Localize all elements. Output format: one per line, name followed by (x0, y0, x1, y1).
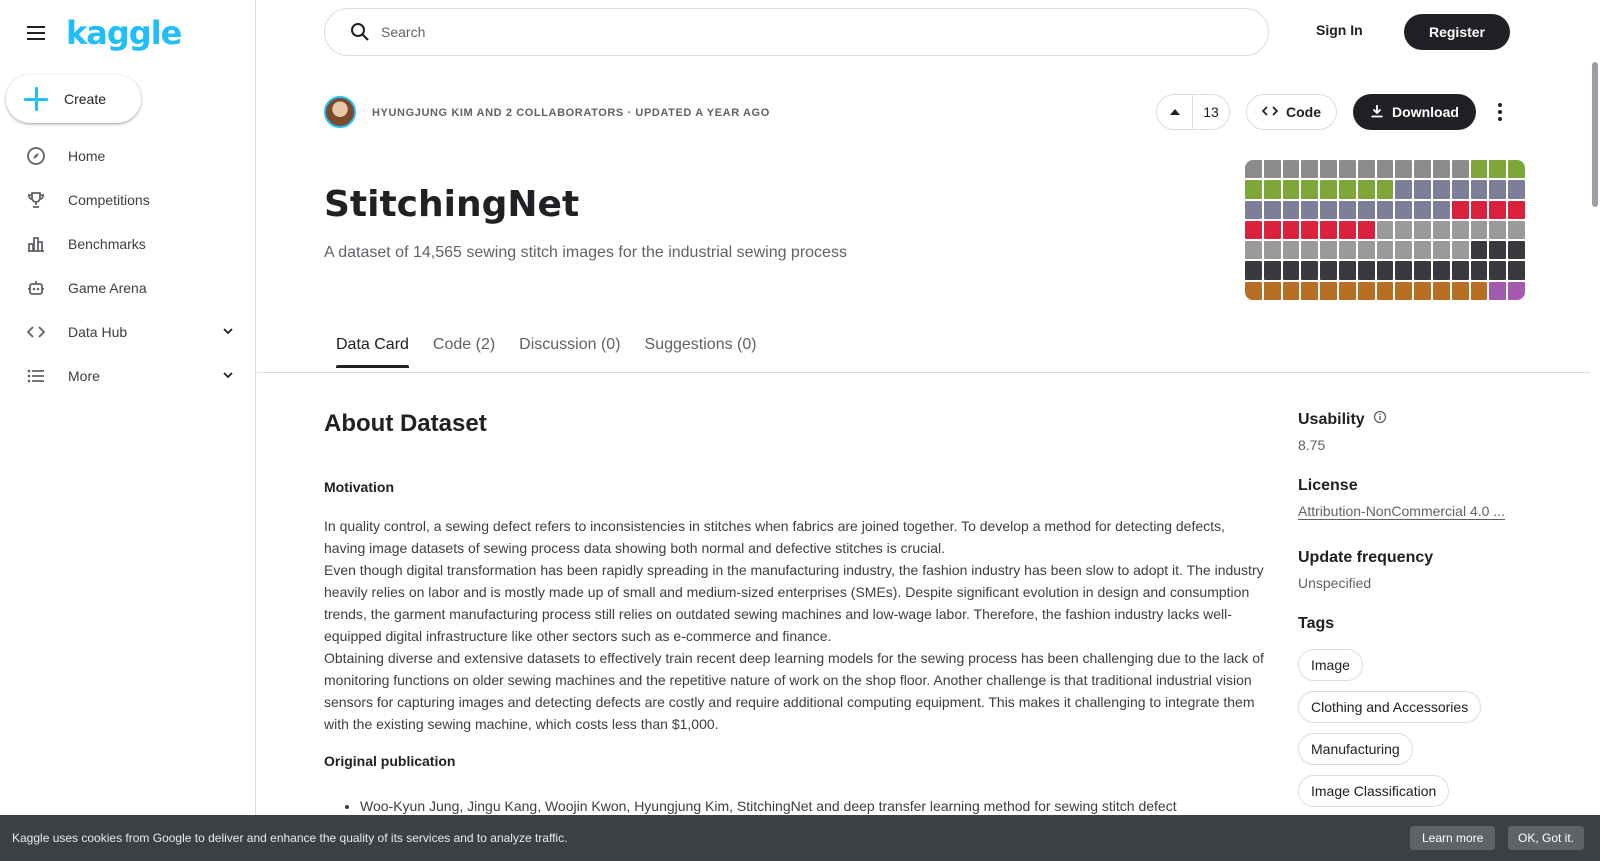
scrollbar[interactable] (1592, 62, 1598, 207)
license-label: License (1298, 477, 1358, 494)
thumbnail-tile (1452, 282, 1469, 300)
thumbnail-tile (1301, 241, 1318, 259)
chevron-down-icon[interactable] (221, 368, 235, 387)
list-icon (26, 366, 46, 386)
thumbnail-tile (1471, 261, 1488, 279)
robot-icon (26, 278, 46, 298)
motivation-heading: Motivation (324, 479, 394, 495)
thumbnail-tile (1358, 180, 1375, 198)
thumbnail-tile (1358, 221, 1375, 239)
thumbnail-tile (1377, 221, 1394, 239)
thumbnail-tile (1433, 221, 1450, 239)
thumbnail-tile (1508, 160, 1525, 178)
sidebar-nav (0, 134, 255, 398)
publication-list (340, 798, 1260, 814)
thumbnail-tile (1339, 160, 1356, 178)
thumbnail-tile (1452, 160, 1469, 178)
thumbnail-tile (1395, 201, 1412, 219)
sidebar-item-data-hub[interactable] (0, 310, 255, 354)
description-paragraph: In quality control, a sewing defect refers to inconsistencies in stitches when fabrics are joined together. To develop a method for detecting defects, having image datasets of sewing process data showing both normal and defective stitches is crucial. (324, 518, 1225, 556)
thumbnail-tile (1245, 201, 1262, 219)
search-input[interactable] (381, 24, 1221, 40)
thumbnail-tile (1433, 282, 1450, 300)
hamburger-menu-icon[interactable] (24, 21, 48, 45)
create-button[interactable] (6, 75, 141, 123)
dataset-description (324, 515, 1264, 735)
thumbnail-tile (1264, 282, 1281, 300)
usability-label: Usability (1298, 410, 1365, 428)
thumbnail-tile (1395, 261, 1412, 279)
thumbnail-tile (1320, 241, 1337, 259)
info-icon[interactable] (1373, 410, 1387, 429)
thumbnail-tile (1320, 221, 1337, 239)
thumbnail-tile (1433, 180, 1450, 198)
thumbnail-tile (1452, 201, 1469, 219)
thumbnail-tile (1264, 180, 1281, 198)
thumbnail-tile (1471, 201, 1488, 219)
sidebar (0, 0, 256, 861)
thumbnail-tile (1452, 180, 1469, 198)
thumbnail-tile (1508, 201, 1525, 219)
description-paragraph: Obtaining diverse and extensive datasets to effectively train recent deep learning models for the sewing process has been challenging due to the lack of monitoring functions on older sewing machines and the repetitive nature of work on the shop floor. Another challenge is that traditional industrial vision sensors for capturing images and detecting defects are costly and require additional computing equipment. This makes it challenging to integrate them with the existing sewing machine, which costs less than $1,000. (324, 650, 1264, 732)
thumbnail-tile (1358, 241, 1375, 259)
thumbnail-tile (1395, 180, 1412, 198)
thumbnail-tile (1320, 160, 1337, 178)
thumbnail-tile (1339, 282, 1356, 300)
thumbnail-tile (1395, 160, 1412, 178)
thumbnail-tile (1245, 261, 1262, 279)
avatar[interactable] (324, 96, 356, 128)
thumbnail-tile (1471, 221, 1488, 239)
thumbnail-tile (1283, 221, 1300, 239)
search-icon (349, 21, 371, 43)
thumbnail-tile (1245, 160, 1262, 178)
download-icon (1370, 104, 1384, 121)
sidebar-header (24, 14, 182, 52)
publication-heading: Original publication (324, 753, 456, 769)
thumbnail-tile (1377, 282, 1394, 300)
thumbnail-tile (1283, 180, 1300, 198)
thumbnail-tile (1489, 221, 1506, 239)
tag-chip[interactable]: Image (1298, 649, 1363, 681)
sidebar-item-benchmarks[interactable] (0, 222, 255, 266)
thumbnail-tile (1489, 241, 1506, 259)
metadata-panel (1298, 410, 1528, 841)
thumbnail-tile (1489, 180, 1506, 198)
thumbnail-tile (1508, 241, 1525, 259)
list-item: • Woo-Kyun Jung, Jingu Kang, Woojin Kwon, Hyungjung Kim, StitchingNet and deep transfer learning method for sewing stitch defect (360, 798, 1260, 814)
tag-chip[interactable]: Clothing and Accessories (1298, 691, 1481, 723)
update-frequency-label: Update frequency (1298, 549, 1434, 566)
thumbnail-tile (1301, 282, 1318, 300)
thumbnail-tile (1377, 241, 1394, 259)
thumbnail-tile (1452, 261, 1469, 279)
thumbnail-tile (1471, 160, 1488, 178)
thumbnail-tile (1508, 282, 1525, 300)
thumbnail-tile (1245, 180, 1262, 198)
learn-more-button[interactable]: Learn more (1410, 826, 1495, 850)
page-title: StitchingNet (324, 184, 580, 225)
thumbnail-tile (1452, 221, 1469, 239)
thumbnail-tile (1433, 160, 1450, 178)
thumbnail-tile (1508, 180, 1525, 198)
usability-block (1298, 410, 1528, 453)
search-bar[interactable] (324, 8, 1269, 56)
thumbnail-tile (1339, 221, 1356, 239)
sidebar-item-label: Benchmarks (68, 236, 146, 252)
thumbnail-tile (1414, 201, 1431, 219)
sidebar-item-label: Home (68, 148, 106, 164)
ok-got-it-button[interactable]: OK, Got it. (1508, 826, 1584, 850)
thumbnail-tile (1489, 261, 1506, 279)
dataset-meta: HYUNGJUNG KIM AND 2 COLLABORATORS · UPDATED A YEAR AGO (372, 107, 770, 119)
thumbnail-tile (1414, 261, 1431, 279)
bar-chart-icon (26, 234, 46, 254)
thumbnail-tile (1358, 261, 1375, 279)
sign-in-link[interactable]: Sign In (1316, 22, 1363, 38)
thumbnail-tile (1264, 221, 1281, 239)
update-frequency-value: Unspecified (1298, 575, 1372, 591)
about-dataset-heading: About Dataset (324, 410, 487, 437)
thumbnail-tile (1471, 241, 1488, 259)
register-button[interactable]: Register (1404, 14, 1510, 50)
sidebar-item-label: Competitions (68, 192, 150, 208)
license-link[interactable]: Attribution-NonCommercial 4.0 ... (1298, 503, 1505, 519)
thumbnail-tile (1395, 221, 1412, 239)
thumbnail-tile (1414, 160, 1431, 178)
thumbnail-tile (1283, 261, 1300, 279)
sidebar-item-competitions[interactable] (0, 178, 255, 222)
thumbnail-tile (1395, 282, 1412, 300)
tag-chip[interactable]: Image Classification (1298, 775, 1449, 807)
upvote-control (1156, 94, 1230, 130)
kaggle-logo[interactable]: kaggle (66, 14, 182, 52)
thumbnail-tile (1283, 241, 1300, 259)
thumbnail-tile (1264, 261, 1281, 279)
code-icon (1262, 103, 1278, 122)
download-button-label: Download (1392, 104, 1459, 120)
thumbnail-tile (1489, 160, 1506, 178)
thumbnail-tile (1471, 282, 1488, 300)
thumbnail-tile (1301, 261, 1318, 279)
thumbnail-tile (1264, 241, 1281, 259)
thumbnail-tile (1245, 241, 1262, 259)
code-icon (26, 322, 46, 342)
sidebar-item-label: Game Arena (68, 280, 147, 296)
thumbnail-tile (1245, 221, 1262, 239)
tags-label: Tags (1298, 615, 1335, 632)
thumbnail-tile (1377, 261, 1394, 279)
thumbnail-tile (1301, 221, 1318, 239)
thumbnail-tile (1264, 201, 1281, 219)
license-block (1298, 477, 1528, 525)
more-options-icon[interactable] (1490, 100, 1510, 124)
thumbnail-tile (1414, 241, 1431, 259)
thumbnail-tile (1433, 261, 1450, 279)
thumbnail-tile (1339, 261, 1356, 279)
thumbnail-tile (1377, 160, 1394, 178)
sidebar-item-home[interactable] (0, 134, 255, 178)
thumbnail-tile (1508, 261, 1525, 279)
thumbnail-tile (1414, 282, 1431, 300)
dataset-thumbnail (1245, 160, 1525, 300)
thumbnail-tile (1489, 201, 1506, 219)
sidebar-item-game-arena[interactable] (0, 266, 255, 310)
thumbnail-tile (1508, 221, 1525, 239)
tabs-divider (257, 372, 1590, 373)
code-button-label: Code (1286, 104, 1321, 120)
thumbnail-tile (1283, 160, 1300, 178)
dataset-tabs (336, 336, 781, 372)
thumbnail-tile (1320, 180, 1337, 198)
thumbnail-tile (1358, 201, 1375, 219)
thumbnail-tile (1301, 160, 1318, 178)
update-frequency-block (1298, 549, 1528, 591)
compass-icon (26, 146, 46, 166)
trophy-icon (26, 190, 46, 210)
tab-discussion[interactable]: Discussion (0) (519, 336, 621, 353)
thumbnail-tile (1395, 241, 1412, 259)
usability-value: 8.75 (1298, 437, 1326, 453)
description-paragraph: Even though digital transformation has been rapidly spreading in the manufacturing industry, the fashion industry has been slow to adopt it. The industry heavily relies on labor and is mostly made up of small and medium-sized enterprises (SMEs). Despite significant evolution in design and consumption trends, the garment manufacturing process still relies on outdated sewing machines and low-wage labor. Therefore, the fashion industry lacks well-equipped digital infrastructure like other sectors such as e-commerce and finance. (324, 562, 1264, 644)
thumbnail-tile (1301, 180, 1318, 198)
thumbnail-tile (1377, 201, 1394, 219)
chevron-down-icon[interactable] (221, 324, 235, 343)
thumbnail-tile (1377, 180, 1394, 198)
thumbnail-tile (1339, 241, 1356, 259)
thumbnail-tile (1414, 221, 1431, 239)
thumbnail-tile (1320, 201, 1337, 219)
download-button[interactable] (1353, 94, 1476, 130)
thumbnail-tile (1245, 282, 1262, 300)
code-button[interactable] (1246, 94, 1337, 130)
tag-chip[interactable]: Manufacturing (1298, 733, 1413, 765)
tab-data-card[interactable]: Data Card (336, 336, 409, 372)
thumbnail-tile (1301, 201, 1318, 219)
thumbnail-tile (1283, 282, 1300, 300)
thumbnail-tile (1433, 241, 1450, 259)
upvote-arrow-icon[interactable] (1157, 95, 1193, 129)
plus-icon (24, 87, 48, 111)
sidebar-item-more[interactable] (0, 354, 255, 398)
thumbnail-tile (1414, 180, 1431, 198)
thumbnail-tile (1358, 160, 1375, 178)
thumbnail-tile (1452, 241, 1469, 259)
tab-suggestions[interactable]: Suggestions (0) (644, 336, 757, 353)
thumbnail-tile (1489, 282, 1506, 300)
vote-count[interactable]: 13 (1203, 104, 1219, 120)
sidebar-item-label: More (68, 368, 100, 384)
cookie-message: Kaggle uses cookies from Google to deliver and enhance the quality of its services and to analyze traffic. (12, 831, 568, 845)
thumbnail-tile (1358, 282, 1375, 300)
thumbnail-tile (1339, 180, 1356, 198)
thumbnail-tile (1320, 282, 1337, 300)
tags-block (1298, 615, 1528, 817)
create-button-label: Create (64, 91, 107, 107)
thumbnail-tile (1283, 201, 1300, 219)
thumbnail-tile (1320, 261, 1337, 279)
tab-code[interactable]: Code (2) (432, 336, 496, 353)
cookie-banner (0, 815, 1600, 861)
dataset-subtitle: A dataset of 14,565 sewing stitch images for the industrial sewing process (324, 244, 847, 261)
thumbnail-tile (1264, 160, 1281, 178)
thumbnail-tile (1471, 180, 1488, 198)
sidebar-item-label: Data Hub (68, 324, 128, 340)
thumbnail-tile (1339, 201, 1356, 219)
thumbnail-tile (1433, 201, 1450, 219)
